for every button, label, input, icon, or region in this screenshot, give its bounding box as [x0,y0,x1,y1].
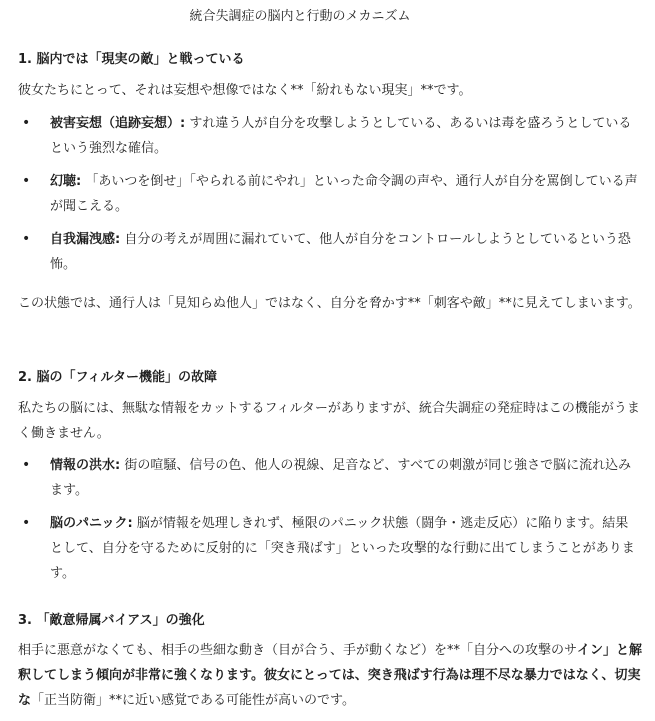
list-item [50,511,640,586]
list-item-text: 「あいつを倒せ」「やられる前にやれ」といった命令調の声や、通行人が自分を罵倒している声が聞こえる。 [50,174,638,214]
section-heading-2: 2. 脳の「フィルター機能」の故障 [18,370,217,385]
list-item [50,453,640,503]
page-title: 統合失調症の脳内と行動のメカニズム [189,9,411,24]
bullet-icon: • [22,457,31,473]
list-item-text: 自分の考えが周囲に漏れていて、他人が自分をコントロールしようとしているという恐怖。 [50,232,631,272]
section-3-text: 「正当防衛」**に近い感覚である可能性が高いのです。 [31,693,355,708]
list-item-term: 幻聴: [50,174,82,189]
list-item-text: 脳が情報を処理しきれず、極限のパニック状態（闘争・逃走反応）に陥ります。結果として、自分を守るために反射的に「突き飛ばす」といった攻撃的な行動に出てしまうことがあります。 [50,516,635,581]
section-heading-3: 3. 「敵意帰属バイアス」の強化 [18,613,205,628]
list-item-text: すれ違う人が自分を攻撃しようとしている、あるいは毒を盛ろうとしているという強烈な確信。 [50,116,632,156]
section-1-intro: 彼女たちにとって、それは妄想や想像ではなく**「紛れもない現実」**です。 [18,83,472,98]
section-3-bold-text: イン」と解釈してしまう傾向が非常に強くなります。彼女にとっては、突き飛ばす行為は理不尽 [18,643,643,683]
bullet-icon: • [22,115,31,131]
list-item-term: 脳のパニック: [50,516,133,531]
list-item-term: 被害妄想（追跡妄想）: [50,116,186,131]
bullet-icon: • [22,515,31,531]
list-item [50,227,640,277]
section-3-body [18,638,643,713]
list-item-text: 街の喧騒、信号の色、他人の視線、足音など、すべての刺激が同じ強さで脳に流れ込みます。 [50,458,632,498]
section-heading-1: 1. 脳内では「現実の敵」と戦っている [18,52,245,67]
bullet-icon: • [22,231,31,247]
section-1-outro: この状態では、通行人は「見知らぬ他人」ではなく、自分を脅かす**「刺客や敵」**に見えてしまいます。 [18,296,641,311]
list-item-term: 情報の洪水: [50,458,121,473]
section-3-text: 相手に悪意がなくても、相手の些細な動き（目が合う、手が動くなど）を**「自分への攻撃のサ [18,643,578,658]
section-3-bold-text: な暴力ではなく、切実な [18,668,641,708]
list-item [50,111,640,161]
list-item-term: 自我漏洩感: [50,232,121,247]
section-2-intro: 私たちの脳には、無駄な情報をカットするフィルターがありますが、統合失調症の発症時はこの機能がうまく働きません。 [18,401,640,441]
list-item [50,169,640,219]
bullet-icon: • [22,173,31,189]
